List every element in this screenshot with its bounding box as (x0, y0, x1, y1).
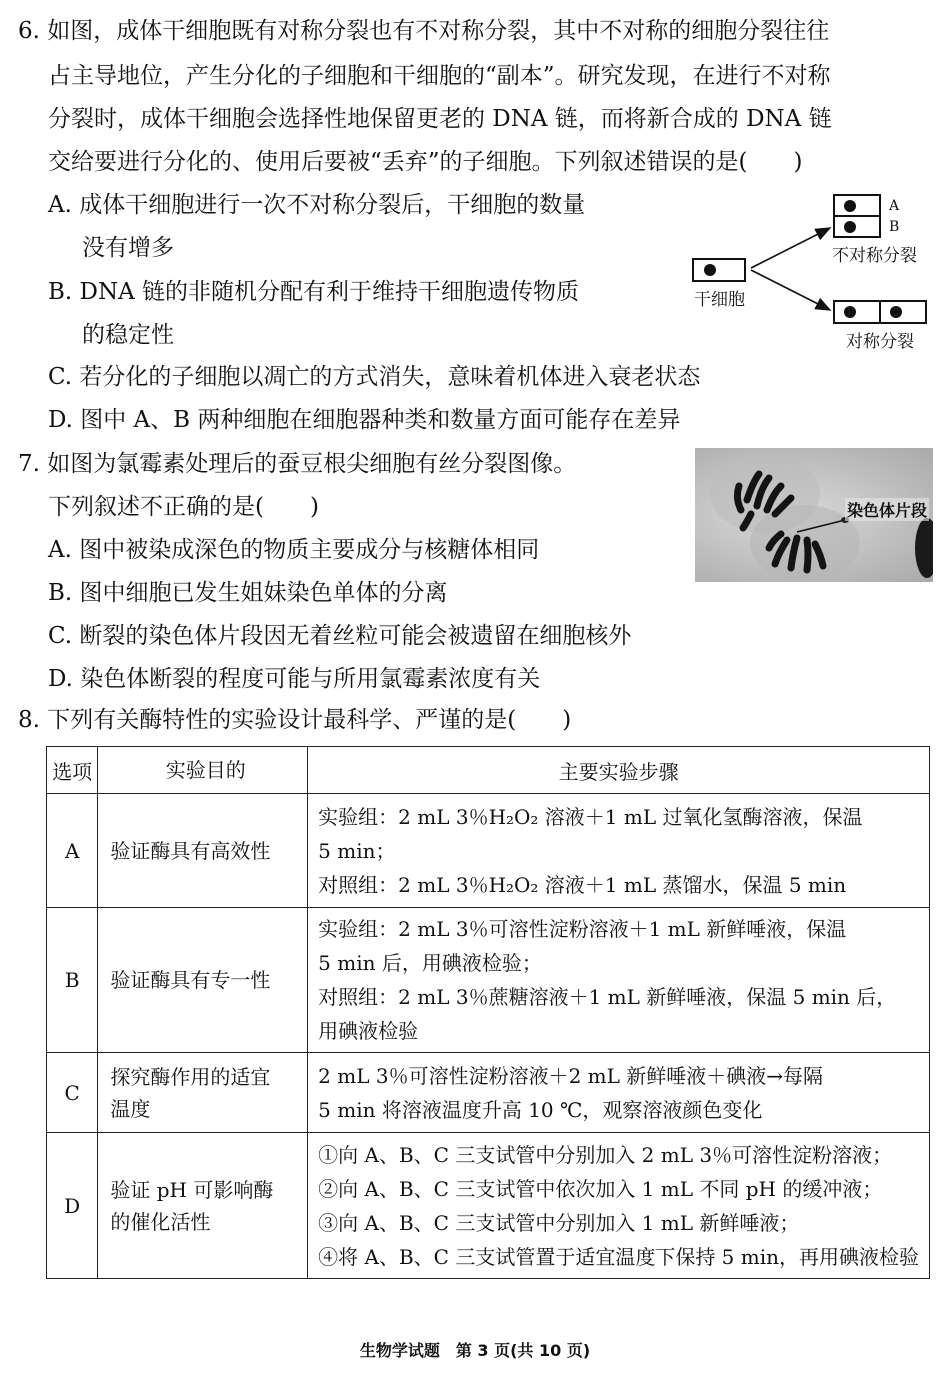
q7-option-d: D. 染色体断裂的程度可能与所用氯霉素浓度有关 (48, 666, 541, 692)
q7-option-b: B. 图中细胞已发生姐妹染色单体的分离 (48, 580, 448, 606)
q8-stem: 8. 下列有关酶特性的实验设计最科学、严谨的是( ) (18, 707, 572, 733)
label-a: A (889, 198, 900, 214)
row-steps (308, 1133, 930, 1279)
row-steps (308, 794, 930, 908)
asymmetric-arrow (751, 228, 830, 268)
step-line: ④将 A、B、C 三支试管置于适宜温度下保持 5 min，再用碘液检验 (318, 1244, 919, 1269)
daughter-cell-1 (833, 300, 881, 324)
symmetric-division-label: 对称分裂 (846, 332, 914, 352)
row-steps (308, 908, 930, 1053)
q6-option-b-cont: 的稳定性 (82, 322, 174, 348)
row-option: A (47, 794, 98, 908)
q6-option-a-cont: 没有增多 (82, 235, 174, 261)
q7-option-c: C. 断裂的染色体片段因无着丝粒可能会被遗留在细胞核外 (48, 623, 632, 649)
label-b: B (889, 219, 900, 235)
row-goal: 验证酶具有高效性 (98, 794, 308, 908)
nucleus-dot (844, 306, 856, 318)
asymmetric-division-label: 不对称分裂 (832, 246, 917, 266)
step-line: 2 mL 3％可溶性淀粉溶液＋2 mL 新鲜唾液＋碘液→每隔 (318, 1063, 824, 1088)
q6-option-a: A. 成体干细胞进行一次不对称分裂后，干细胞的数量 (48, 192, 586, 218)
stem-cell-box (692, 258, 746, 282)
q6-stem-line-3: 分裂时，成体干细胞会选择性地保留更老的 DNA 链，而将新合成的 DNA 链 (48, 106, 832, 132)
q6-option-c: C. 若分化的子细胞以凋亡的方式消失，意味着机体进入衰老状态 (48, 364, 701, 390)
nucleus-dot (704, 264, 716, 276)
goal-line: 探究酶作用的适宜 (110, 1064, 271, 1089)
nucleus-dot (844, 200, 856, 212)
step-line: 5 min 将溶液温度升高 10 ℃，观察溶液颜色变化 (318, 1097, 763, 1122)
step-line: 用碘液检验 (318, 1019, 419, 1043)
header-option: 选项 (47, 747, 98, 794)
step-line: 实验组：2 mL 3％H₂O₂ 溶液＋1 mL 过氧化氢酶溶液，保温 (318, 804, 863, 829)
division-arrows (748, 220, 838, 320)
table-row (47, 908, 930, 1053)
experiment-table (46, 746, 930, 1279)
row-goal (98, 1053, 308, 1133)
q7-stem-line-1: 7. 如图为氯霉素处理后的蚕豆根尖细胞有丝分裂图像。 (18, 451, 577, 477)
header-goal: 实验目的 (98, 747, 308, 794)
nucleus-dot (890, 306, 902, 318)
row-option: B (47, 908, 98, 1053)
table-row (47, 794, 930, 908)
step-line: 5 min 后，用碘液检验； (318, 951, 542, 975)
step-line: ③向 A、B、C 三支试管中分别加入 1 mL 新鲜唾液； (318, 1210, 800, 1235)
goal-line: 的催化活性 (110, 1209, 211, 1234)
step-line: ②向 A、B、C 三支试管中依次加入 1 mL 不同 pH 的缓冲液； (318, 1176, 883, 1201)
q6-stem-line-4: 交给要进行分化的、使用后要被“丢弃”的子细胞。下列叙述错误的是( ) (48, 149, 803, 175)
table-row (47, 1133, 930, 1279)
nucleus-dot (844, 221, 856, 233)
step-line: 5 min； (318, 838, 396, 863)
micrograph-image (695, 448, 933, 582)
cell-a-box (833, 194, 881, 217)
daughter-cell-2 (879, 300, 927, 324)
cell-b-box (833, 215, 881, 238)
row-goal: 验证酶具有专一性 (98, 908, 308, 1053)
goal-line: 验证 pH 可影响酶 (110, 1177, 274, 1202)
step-line: 实验组：2 mL 3％可溶性淀粉溶液＋1 mL 新鲜唾液，保温 (318, 917, 847, 941)
step-line: 对照组：2 mL 3％蔗糖溶液＋1 mL 新鲜唾液，保温 5 min 后， (318, 985, 897, 1009)
q6-option-b: B. DNA 链的非随机分配有利于维持干细胞遗传物质 (48, 279, 580, 305)
chromosome-fragment-label: 染色体片段 (845, 498, 929, 521)
q7-stem-line-2: 下列叙述不正确的是( ) (48, 494, 319, 520)
q6-stem-line-2: 占主导地位，产生分化的子细胞和干细胞的“副本”。研究发现，在进行不对称 (48, 63, 831, 89)
table-header-row (47, 747, 930, 794)
row-option: C (47, 1053, 98, 1133)
step-line: ①向 A、B、C 三支试管中分别加入 2 mL 3％可溶性淀粉溶液； (318, 1142, 893, 1167)
header-steps: 主要实验步骤 (308, 747, 930, 794)
q6-stem-line-1: 6. 如图，成体干细胞既有对称分裂也有不对称分裂，其中不对称的细胞分裂往往 (18, 18, 830, 44)
row-option: D (47, 1133, 98, 1279)
stem-cell-label: 干细胞 (694, 290, 745, 310)
step-line: 对照组：2 mL 3％H₂O₂ 溶液＋1 mL 蒸馏水，保温 5 min (318, 872, 847, 897)
row-goal (98, 1133, 308, 1279)
table-row (47, 1053, 930, 1133)
row-steps (308, 1053, 930, 1133)
q7-option-a: A. 图中被染成深色的物质主要成分与核糖体相同 (48, 537, 540, 563)
q6-option-d: D. 图中 A、B 两种细胞在细胞器种类和数量方面可能存在差异 (48, 407, 681, 433)
symmetric-arrow (751, 270, 830, 310)
page-footer: 生物学试题 第 3 页(共 10 页) (359, 1341, 591, 1360)
goal-line: 温度 (110, 1096, 151, 1121)
